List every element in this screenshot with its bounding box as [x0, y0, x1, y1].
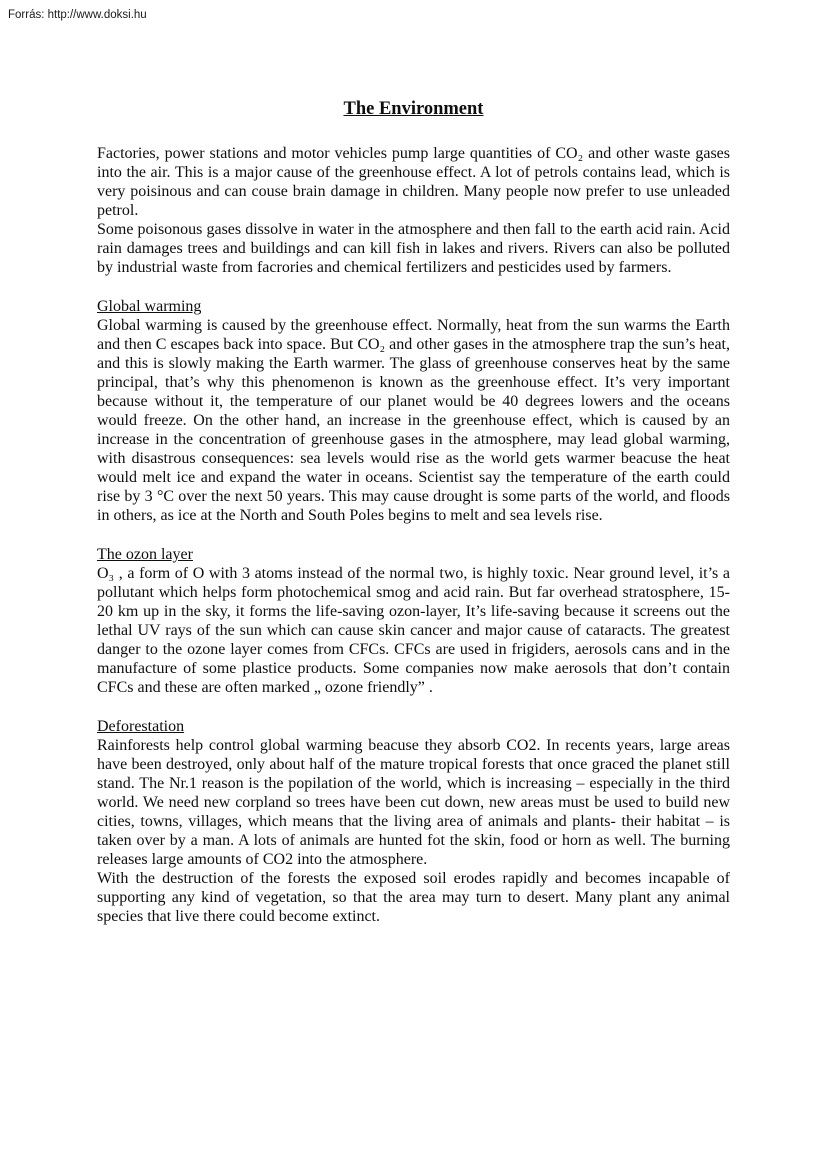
document-body: [97, 98, 730, 926]
paragraph-soil-erosion: With the destruction of the forests the exposed soil erodes rapidly and becomes incapable of supporting any kind of vegetation, so that the area may turn to desert. Many plant any animal species that live there could become extinct.: [97, 870, 730, 925]
section-heading-ozon-layer: The ozon layer: [97, 546, 193, 563]
section-heading-deforestation: Deforestation: [97, 718, 185, 735]
paragraph-deforestation: Rainforests help control global warming beacuse they absorb CO2. In recents years, large areas have been destroyed, only about half of the mature tropical forests that once graced the planet still stand. The Nr.1 reason is the popilation of the world, which is increasing – especially in the third world. We need new corpland so trees have been cut down, new areas must be used to build new cities, towns, villages, which means that the living area of animals and plants- their habitat – is taken over by a man. A lots of animals are hunted fot the skin, food or horn as well. The burning releases large amounts of CO2 into the atmosphere.: [97, 737, 730, 868]
page-title-text: The Environment: [343, 99, 484, 119]
source-label: Forrás: http://www.doksi.hu: [8, 9, 147, 21]
paragraph-global-warming: Global warming is caused by the greenhouse effect. Normally, heat from the sun warms the Earth and then C escapes back into space. But CO₂ and other gases in the atmosphere trap the sun’s heat, and this is slowly making the Earth warmer. The glass of greenhouse conserves heat by the same principal, that’s why this phenomenon is known as the greenhouse effect. It’s very important because without it, the temperature of our planet would be 40 degrees lowers and the oceans would freeze. On the other hand, an increase in the greenhouse effect, which is caused by an increase in the concentration of greenhouse gases in the atmosphere, may lead global warming, with disastrous consequences: sea levels would rise as the world gets warmer beacuse the heat would melt ice and expand the water in oceans. Scientist say the temperature of the earth could rise by 3 °C over the next 50 years. This may cause drought is some parts of the world, and floods in others, as ice at the North and South Poles begins to melt and sea levels rise.: [97, 317, 730, 524]
paragraph-ozon-layer: O₃ , a form of O with 3 atoms instead of the normal two, is highly toxic. Near ground level, it’s a pollutant which helps form photochemical smog and acid rain. But far overhead stratosphere, 15-20 km up in the sky, it forms the life-saving ozon-layer, It’s life-saving because it screens out the lethal UV rays of the sun which can cause skin cancer and major cause of cataracts. The greatest danger to the ozone layer comes from CFCs. CFCs are used in frigiders, aerosols cans and in the manufacture of some plastice products. Some companies now make aerosols that don’t contain CFCs and these are often marked „ ozone friendly” .: [97, 565, 730, 696]
page-title: [97, 98, 730, 120]
paragraph-acid-rain: Some poisonous gases dissolve in water in the atmosphere and then fall to the earth acid rain. Acid rain damages trees and buildings and can kill fish in lakes and rivers. Rivers can also be polluted by industrial waste from facrories and chemical fertilizers and pesticides used by farmers.: [97, 221, 730, 276]
paragraph-pollution-intro: Factories, power stations and motor vehicles pump large quantities of CO₂ and other waste gases into the air. This is a major cause of the greenhouse effect. A lot of petrols contains lead, which is very poisinous and can couse brain damage in children. Many people now prefer to use unleaded petrol.: [97, 145, 730, 219]
section-heading-global-warming: Global warming: [97, 298, 202, 315]
